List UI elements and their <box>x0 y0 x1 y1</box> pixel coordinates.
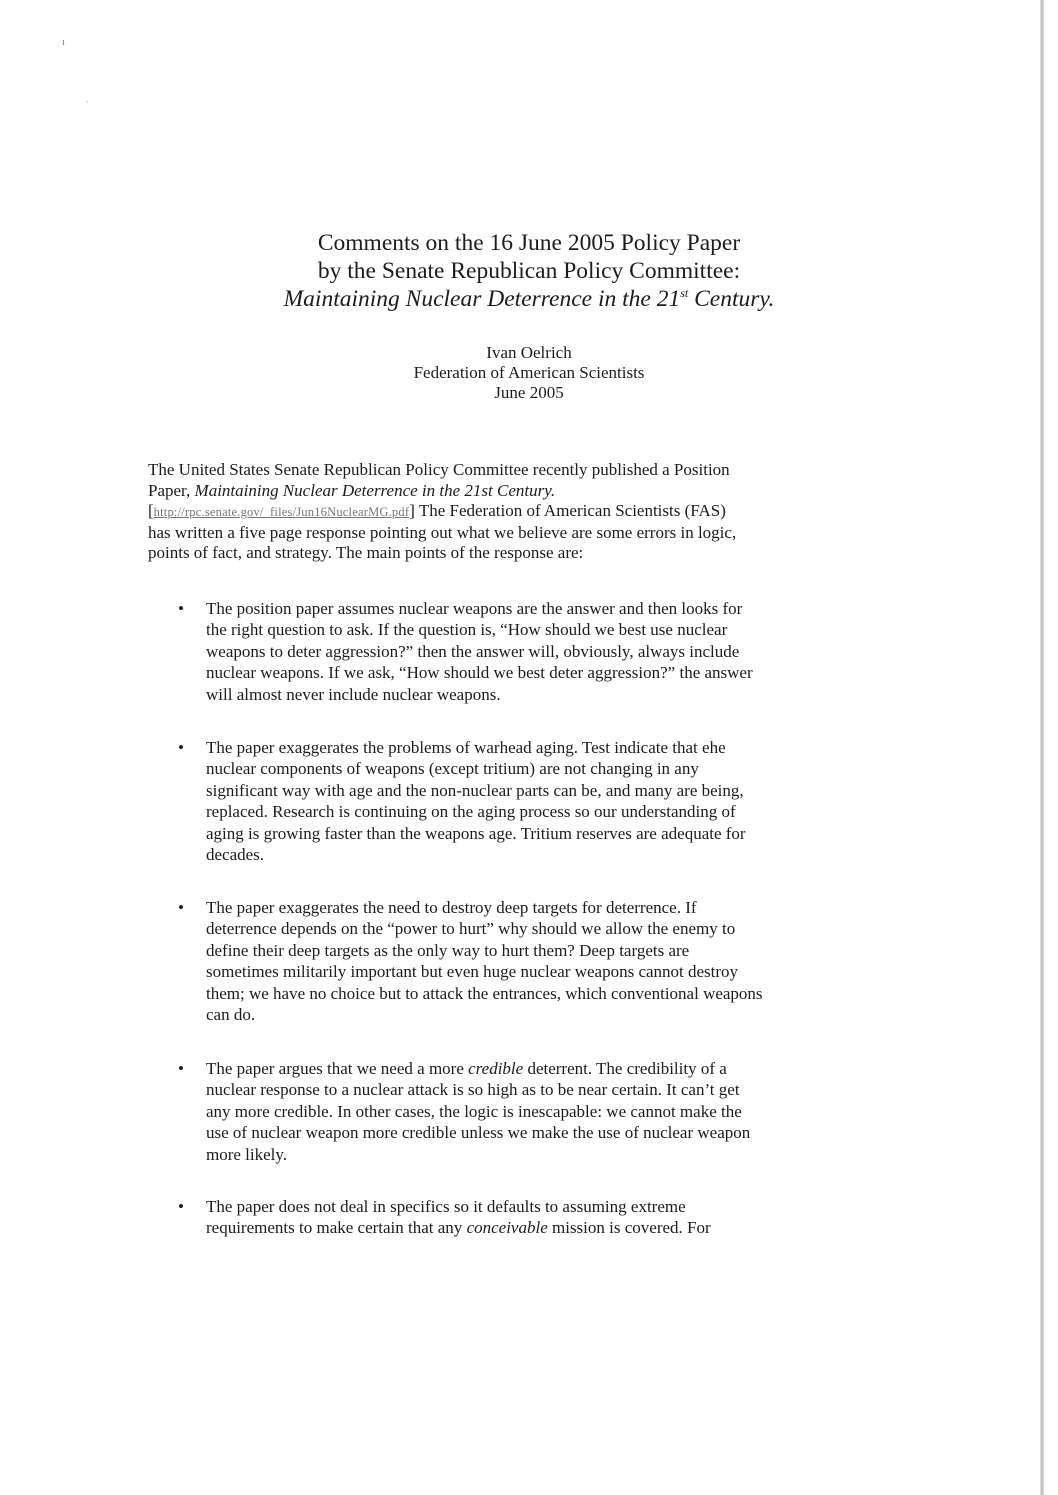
list-item-line: decades. <box>206 845 265 865</box>
list-item-line <box>206 1217 886 1238</box>
scan-speck: ı <box>62 36 66 48</box>
referenced-paper-title: Maintaining Nuclear Deterrence in the 21st Century. <box>194 480 556 500</box>
list-item-line: more likely. <box>206 1144 288 1164</box>
bullet-marker: • <box>178 1197 184 1216</box>
list-item-line: The paper exaggerates the problems of warhead aging. Test indicate that ehe <box>206 738 726 757</box>
intro-line-text: The Federation of American Scientists (FAS) <box>414 501 726 521</box>
list-item-line: sometimes militarily important but even huge nuclear weapons cannot destroy <box>206 962 739 982</box>
list-item-text <box>206 1196 886 1239</box>
bullet-marker: • <box>178 738 184 757</box>
author-name: Ivan Oelrich <box>486 343 572 362</box>
bullet-marker: • <box>178 898 184 917</box>
source-link[interactable]: http://rpc.senate.gov/_files/Jun16NuclearMG.pdf <box>153 505 410 520</box>
link-bracket: [ <box>148 501 154 521</box>
document-title <box>0 229 1058 313</box>
bullet-marker: • <box>178 1059 184 1078</box>
title-line-3-superscript: st <box>680 286 689 300</box>
list-item-line: nuclear components of weapons (except tritium) are not changing in any <box>206 759 699 779</box>
title-line-3-tail: Century. <box>688 286 775 312</box>
intro-line-text: Paper, <box>148 480 195 500</box>
list-item-line: The position paper assumes nuclear weapons are the answer and then looks for <box>206 599 743 618</box>
list-item-line: deterrence depends on the “power to hurt” why should we allow the enemy to <box>206 919 736 939</box>
intro-line <box>148 481 878 502</box>
list-item-line: nuclear response to a nuclear attack is so high as to be near certain. It can’t get <box>206 1080 740 1100</box>
author-organization: Federation of American Scientists <box>413 363 645 382</box>
intro-line <box>148 501 878 523</box>
title-line-3 <box>0 285 1058 313</box>
list-item-line: can do. <box>206 1005 256 1025</box>
bullet-marker: • <box>178 599 184 618</box>
list-item-text <box>206 897 886 1025</box>
list-item-line: define their deep targets as the only way to hurt them? Deep targets are <box>206 940 690 960</box>
list-item-line-text: mission is covered. For <box>547 1218 711 1238</box>
title-line-3-text: Maintaining Nuclear Deterrence in the 21 <box>283 286 681 312</box>
emphasis: conceivable <box>466 1218 548 1238</box>
list-item-line: the right question to ask. If the question is, “How should we best use nuclear <box>206 620 728 640</box>
list-item-line: will almost never include nuclear weapons. <box>206 684 501 704</box>
intro-line: The United States Senate Republican Policy Committee recently published a Position <box>148 460 730 479</box>
publication-date: June 2005 <box>494 383 564 402</box>
link-bracket: ] <box>409 501 415 521</box>
list-item-text <box>206 1058 886 1165</box>
intro-paragraph <box>148 460 878 564</box>
intro-line: points of fact, and strategy. The main points of the response are: <box>148 543 584 563</box>
list-item-line-text: The paper argues that we need a more <box>206 1059 469 1078</box>
list-item-line-text: requirements to make certain that any <box>206 1218 467 1238</box>
list-item-line <box>206 1058 886 1079</box>
list-item-text <box>206 598 886 705</box>
title-line-1: Comments on the 16 June 2005 Policy Paper <box>317 230 741 256</box>
emphasis: credible <box>468 1059 524 1078</box>
list-item-line: significant way with age and the non-nuclear parts can be, and many are being, <box>206 780 744 800</box>
list-item-line: any more credible. In other cases, the logic is inescapable: we cannot make the <box>206 1101 742 1121</box>
list-item-line: them; we have no choice but to attack the entrances, which conventional weapons <box>206 983 763 1003</box>
list-item-line-text: deterrent. The credibility of a <box>523 1059 727 1078</box>
list-item-line: weapons to deter aggression?” then the answer will, obviously, always include <box>206 641 740 661</box>
title-line-2: by the Senate Republican Policy Committee: <box>317 258 741 284</box>
list-item-line: nuclear weapons. If we ask, “How should we best deter aggression?” the answer <box>206 663 753 683</box>
scan-edge-shadow <box>1040 0 1044 1495</box>
list-item-line: replaced. Research is continuing on the aging process so our understanding of <box>206 802 736 822</box>
byline <box>0 343 1058 403</box>
list-item-line: The paper exaggerates the need to destroy deep targets for deterrence. If <box>206 898 697 917</box>
intro-line: has written a five page response pointing out what we believe are some errors in logic, <box>148 522 737 542</box>
list-item-line: aging is growing faster than the weapons age. Tritium reserves are adequate for <box>206 823 746 843</box>
scan-speck: · <box>86 98 89 107</box>
list-item-line: use of nuclear weapon more credible unless we make the use of nuclear weapon <box>206 1123 751 1143</box>
list-item-text <box>206 737 886 865</box>
list-item-line: The paper does not deal in specifics so it defaults to assuming extreme <box>206 1197 686 1216</box>
